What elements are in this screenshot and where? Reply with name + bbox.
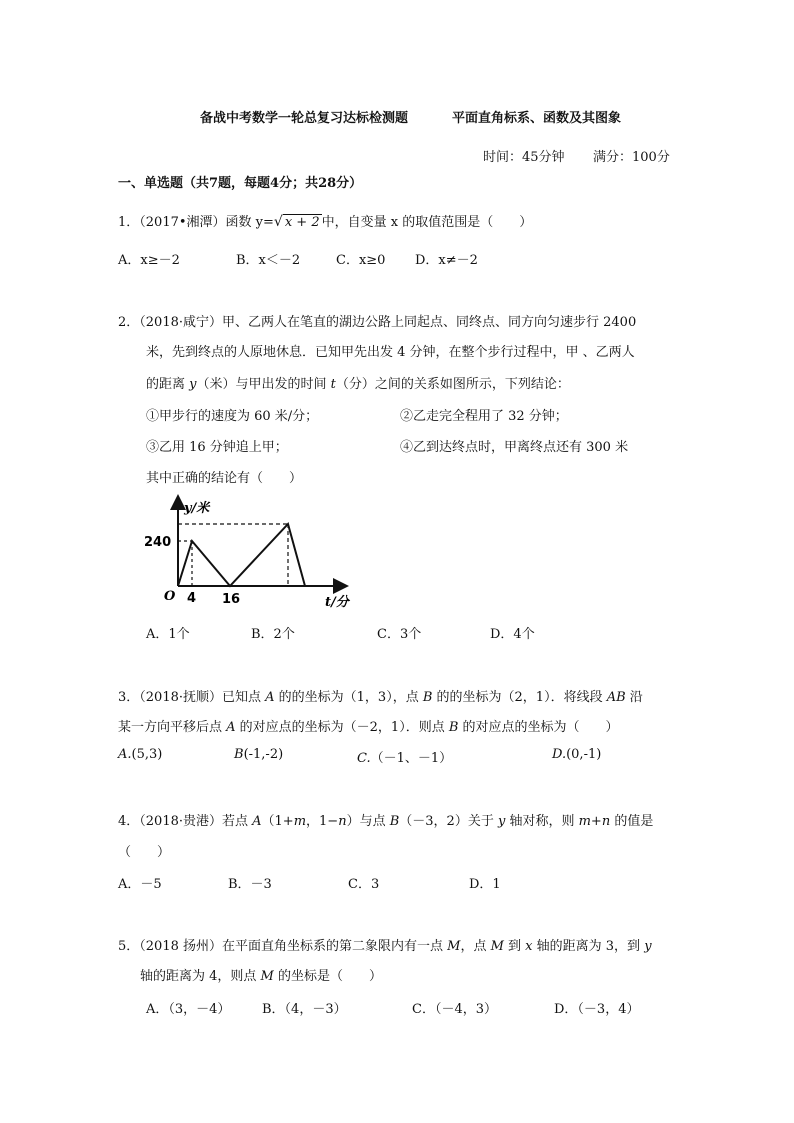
var-a: A bbox=[252, 814, 262, 829]
radicand: x + 2 bbox=[284, 215, 320, 230]
option-value: (-1,-2) bbox=[243, 747, 284, 762]
option-b: B．－3 bbox=[228, 877, 272, 892]
option-a: A．－5 bbox=[118, 877, 162, 892]
option-d: D．4个 bbox=[490, 627, 535, 642]
var-b: B bbox=[422, 690, 433, 705]
var-ab: AB bbox=[606, 690, 626, 705]
option-d: D．1 bbox=[469, 877, 501, 892]
option-d: D．（－3，4） bbox=[554, 1002, 640, 1017]
distance-time-graph bbox=[140, 488, 370, 618]
option-c: C．3个 bbox=[377, 627, 422, 642]
question-text: 的值是 bbox=[610, 814, 654, 829]
question-text: 的的坐标为（2，1）．将线段 bbox=[432, 690, 607, 705]
option-a: A．1个 bbox=[146, 627, 190, 642]
var-m: M bbox=[447, 939, 461, 954]
statement-1: ①甲步行的速度为 60 米/分； bbox=[146, 409, 319, 424]
var-b: B bbox=[389, 814, 400, 829]
statement-3: ③乙用 16 分钟追上甲； bbox=[146, 440, 288, 455]
question-number: 1． bbox=[118, 215, 140, 230]
question-3-line-1 bbox=[118, 686, 643, 705]
option-c bbox=[357, 747, 452, 766]
option-c: C．（－4，3） bbox=[412, 1002, 497, 1017]
option-d bbox=[552, 747, 601, 762]
question-number: 3． bbox=[118, 690, 140, 705]
question-text: ，1− bbox=[306, 814, 339, 829]
x-tick-16: 16 bbox=[222, 592, 241, 607]
var-y: y bbox=[189, 377, 197, 392]
statement-2: ②乙走完全程用了 32 分钟； bbox=[400, 409, 568, 424]
option-d: D．x≠－2 bbox=[415, 253, 478, 268]
question-text: （2018·抚顺）已知点 bbox=[139, 690, 266, 705]
question-4-line-2: （ ） bbox=[118, 845, 171, 860]
document-title: 备战中考数学一轮总复习达标检测题 bbox=[200, 111, 409, 126]
question-4-line-1 bbox=[118, 810, 653, 829]
section-heading: 一、单选题（共7题，每题4分；共28分） bbox=[118, 176, 363, 191]
y-tick-240: 240 bbox=[144, 535, 172, 550]
question-text: 中，自变量 x 的取值范围是（ ） bbox=[321, 215, 533, 230]
question-text: 的对应点的坐标为（ ） bbox=[458, 720, 619, 735]
option-letter: A. bbox=[118, 747, 132, 762]
question-text: （分）之间的关系如图所示，下列结论： bbox=[335, 377, 570, 392]
full-score: 满分：100分 bbox=[593, 150, 670, 165]
question-number: 5． bbox=[118, 939, 140, 954]
var-y: y bbox=[644, 939, 652, 954]
question-text: ）与点 bbox=[346, 814, 390, 829]
var-b: B bbox=[448, 720, 459, 735]
option-letter: D. bbox=[552, 747, 567, 762]
question-source: （2017•湘潭） bbox=[139, 215, 226, 230]
question-text: （米）与甲出发的时间 bbox=[196, 377, 331, 392]
option-b: B．（4，－3） bbox=[262, 1002, 347, 1017]
question-2-line-3 bbox=[146, 373, 570, 392]
question-text: 的距离 bbox=[146, 377, 190, 392]
question-text: 轴的距离为 3，到 bbox=[532, 939, 645, 954]
question-text: （－3，2）关于 bbox=[399, 814, 498, 829]
statement-4: ④乙到达终点时，甲离终点还有 300 米 bbox=[400, 440, 629, 455]
option-a: A．x≥－2 bbox=[118, 253, 180, 268]
time-limit: 时间：45分钟 bbox=[483, 150, 565, 165]
option-c: C．x≥0 bbox=[336, 253, 386, 268]
question-text: （2018·贵港）若点 bbox=[139, 814, 253, 829]
question-text: 轴的距离为 4，则点 bbox=[140, 969, 261, 984]
option-letter: C. bbox=[357, 751, 371, 766]
x-axis-label: t/分 bbox=[325, 595, 349, 610]
question-text: ，点 bbox=[460, 939, 491, 954]
origin-label: O bbox=[164, 589, 176, 604]
var-n: n bbox=[338, 814, 347, 829]
question-text: （2018 扬州）在平面直角坐标系的第二象限内有一点 bbox=[139, 939, 448, 954]
question-text: 轴对称，则 bbox=[505, 814, 579, 829]
question-number: 4． bbox=[118, 814, 140, 829]
question-5-line-1 bbox=[118, 935, 652, 954]
var-a: A bbox=[226, 720, 236, 735]
option-letter: B bbox=[234, 747, 244, 762]
var-x: x bbox=[525, 939, 533, 954]
question-text: 沿 bbox=[625, 690, 643, 705]
option-b: B．2个 bbox=[251, 627, 295, 642]
question-5-line-2 bbox=[140, 965, 382, 984]
option-b: B．x＜－2 bbox=[236, 253, 301, 268]
var-t: t bbox=[330, 377, 336, 392]
option-a: A．（3，－4） bbox=[146, 1002, 231, 1017]
var-m: M bbox=[490, 939, 504, 954]
question-text: 的对应点的坐标为（－2，1）．则点 bbox=[235, 720, 449, 735]
question-text: 的坐标是（ ） bbox=[273, 969, 382, 984]
var-a: A bbox=[265, 690, 275, 705]
option-value: (0,-1) bbox=[566, 747, 602, 762]
question-text: （1+ bbox=[261, 814, 294, 829]
question-1 bbox=[118, 211, 532, 230]
var-m: m bbox=[293, 814, 307, 829]
sqrt-icon: √ bbox=[273, 214, 283, 230]
question-text: 函数 y= bbox=[225, 215, 274, 230]
var-m: M bbox=[260, 969, 274, 984]
question-2-line-2: 米，先到终点的人原地休息．已知甲先出发 4 分钟，在整个步行过程中，甲 、乙两人 bbox=[146, 345, 635, 360]
option-a bbox=[118, 747, 162, 762]
question-2-line-1 bbox=[118, 311, 636, 330]
question-text: （2018·咸宁）甲、乙两人在笔直的湖边公路上同起点、同终点、同方向匀速步行 2400 bbox=[139, 315, 637, 330]
x-tick-4: 4 bbox=[187, 591, 197, 606]
option-value: (5,3) bbox=[131, 747, 163, 762]
var-m-plus-n: m+n bbox=[578, 814, 611, 829]
question-2-ask: 其中正确的结论有（ ） bbox=[146, 471, 303, 486]
document-subtitle: 平面直角标系、函数及其图象 bbox=[452, 111, 622, 126]
var-y: y bbox=[497, 814, 506, 829]
distance-curve bbox=[178, 524, 305, 586]
question-text: 到 bbox=[503, 939, 526, 954]
question-text: 某一方向平移后点 bbox=[118, 720, 227, 735]
y-axis-label: y/米 bbox=[184, 501, 210, 516]
option-value: （－1、－1） bbox=[370, 751, 453, 766]
question-3-line-2 bbox=[118, 716, 619, 735]
question-number: 2． bbox=[118, 315, 140, 330]
question-text: 的的坐标为（1，3），点 bbox=[274, 690, 423, 705]
option-b bbox=[234, 747, 283, 762]
option-c: C．3 bbox=[348, 877, 380, 892]
